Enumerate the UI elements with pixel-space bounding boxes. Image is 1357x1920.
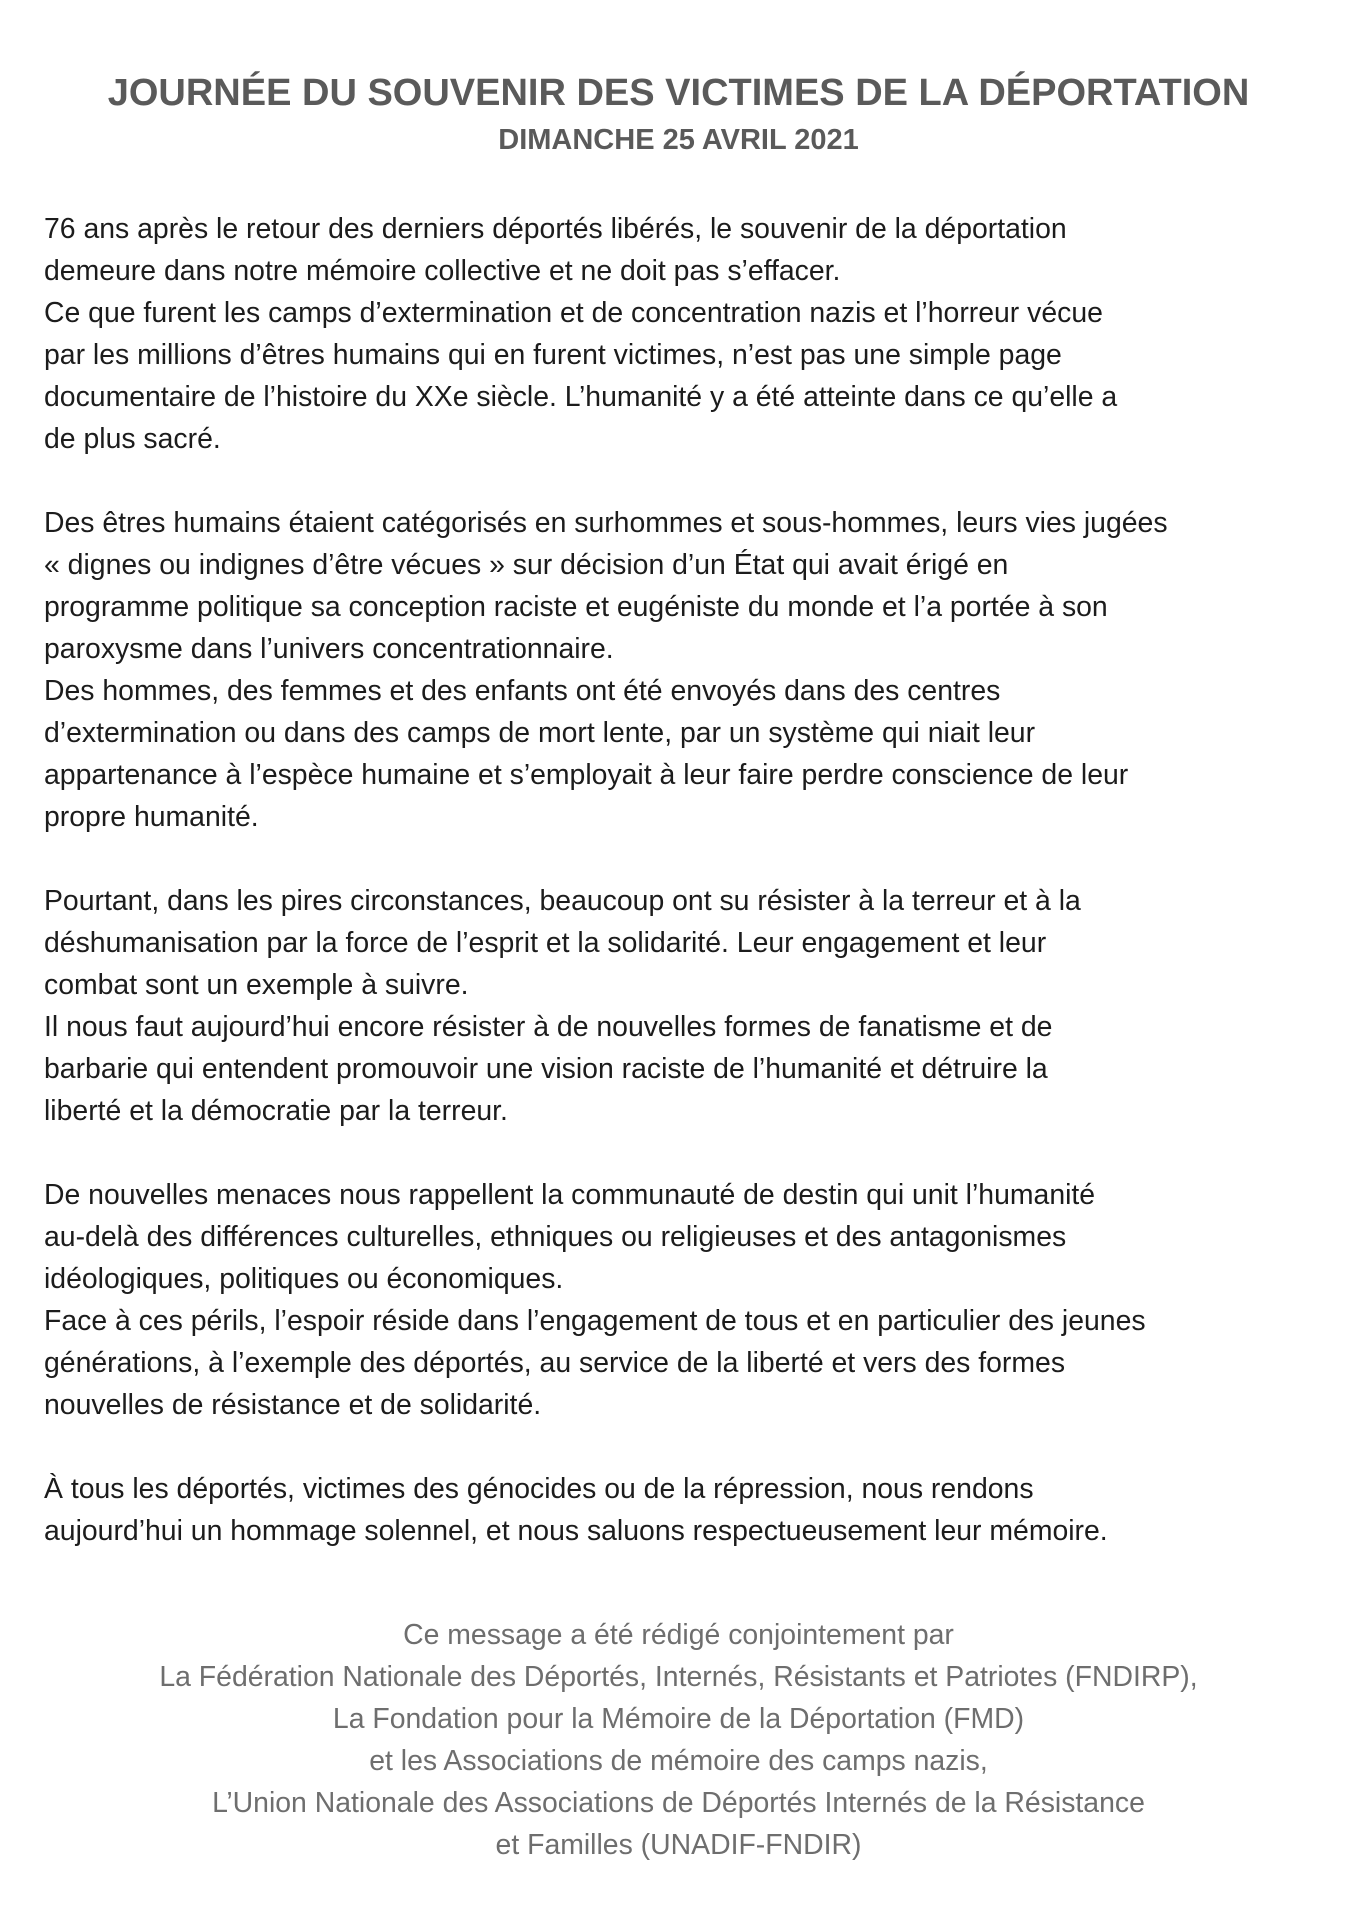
- text-line: demeure dans notre mémoire collective et ne doit pas s’effacer.: [44, 255, 841, 287]
- paragraph-1: [44, 208, 1334, 460]
- page-title: JOURNÉE DU SOUVENIR DES VICTIMES DE LA DÉPORTATION: [107, 72, 1250, 114]
- credits-line: Ce message a été rédigé conjointement par: [403, 1619, 954, 1651]
- text-line: paroxysme dans l’univers concentrationnaire.: [44, 633, 614, 665]
- text-line: programme politique sa conception raciste et eugéniste du monde et l’a portée à son: [44, 591, 1108, 623]
- credits-line: La Fondation pour la Mémoire de la Déportation (FMD): [332, 1703, 1025, 1735]
- credits-block: [0, 1614, 1357, 1866]
- text-line: par les millions d’êtres humains qui en furent victimes, n’est pas une simple page: [44, 339, 1062, 371]
- text-line: Des êtres humains étaient catégorisés en surhommes et sous-hommes, leurs vies jugées: [44, 507, 1168, 539]
- text-line: Il nous faut aujourd’hui encore résister à de nouvelles formes de fanatisme et de: [44, 1011, 1053, 1043]
- text-line: Face à ces périls, l’espoir réside dans l’engagement de tous et en particulier des jeunes: [44, 1305, 1146, 1337]
- text-line: À tous les déportés, victimes des génocides ou de la répression, nous rendons: [44, 1473, 1034, 1505]
- text-line: d’extermination ou dans des camps de mort lente, par un système qui niait leur: [44, 717, 1036, 749]
- text-line: documentaire de l’histoire du XXe siècle. L’humanité y a été atteinte dans ce qu’elle a: [44, 381, 1118, 413]
- text-line: au-delà des différences culturelles, ethniques ou religieuses et des antagonismes: [44, 1221, 1067, 1253]
- text-line: Ce que furent les camps d’extermination et de concentration nazis et l’horreur vécue: [44, 297, 1103, 329]
- credits-line: L’Union Nationale des Associations de Déportés Internés de la Résistance: [212, 1787, 1145, 1819]
- text-line: Pourtant, dans les pires circonstances, beaucoup ont su résister à la terreur et à la: [44, 885, 1081, 917]
- text-line: appartenance à l’espèce humaine et s’employait à leur faire perdre conscience de leur: [44, 759, 1129, 791]
- text-line: De nouvelles menaces nous rappellent la communauté de destin qui unit l’humanité: [44, 1179, 1096, 1211]
- paragraph-5: [44, 1468, 1334, 1552]
- paragraph-4: [44, 1174, 1334, 1426]
- text-line: combat sont un exemple à suivre.: [44, 969, 469, 1001]
- credits-line: La Fédération Nationale des Déportés, Internés, Résistants et Patriotes (FNDIRP),: [159, 1661, 1198, 1693]
- text-line: 76 ans après le retour des derniers déportés libérés, le souvenir de la déportation: [44, 213, 1067, 245]
- text-line: barbarie qui entendent promouvoir une vision raciste de l’humanité et détruire la: [44, 1053, 1048, 1085]
- text-line: générations, à l’exemple des déportés, au service de la liberté et vers des formes: [44, 1347, 1066, 1379]
- text-line: déshumanisation par la force de l’esprit et la solidarité. Leur engagement et leur: [44, 927, 1047, 959]
- paragraph-2: [44, 502, 1334, 838]
- text-line: liberté et la démocratie par la terreur.: [44, 1095, 508, 1127]
- text-line: Des hommes, des femmes et des enfants ont été envoyés dans des centres: [44, 675, 1001, 707]
- text-line: nouvelles de résistance et de solidarité.: [44, 1389, 542, 1421]
- text-line: « dignes ou indignes d’être vécues » sur décision d’un État qui avait érigé en: [44, 549, 1009, 581]
- text-line: propre humanité.: [44, 801, 259, 833]
- paragraph-3: [44, 880, 1334, 1132]
- text-line: de plus sacré.: [44, 423, 221, 455]
- message-body: [44, 208, 1334, 1552]
- credits-line: et les Associations de mémoire des camps nazis,: [369, 1745, 988, 1777]
- credits-line: et Familles (UNADIF-FNDIR): [495, 1829, 862, 1861]
- text-line: aujourd’hui un hommage solennel, et nous saluons respectueusement leur mémoire.: [44, 1515, 1108, 1547]
- text-line: idéologiques, politiques ou économiques.: [44, 1263, 564, 1295]
- event-date: DIMANCHE 25 AVRIL 2021: [498, 124, 859, 156]
